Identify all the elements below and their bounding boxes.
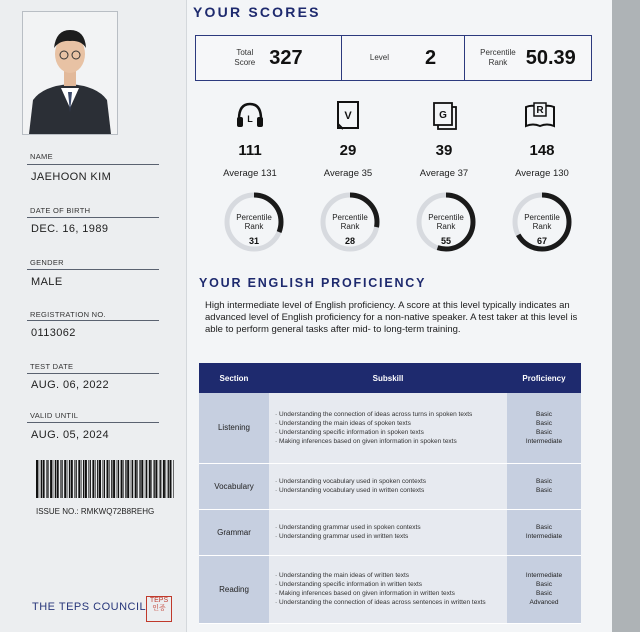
barcode-bar (47, 460, 48, 498)
barcode-bar (43, 460, 45, 498)
barcode-bar (85, 460, 87, 498)
barcode-bar (149, 460, 151, 498)
icon-glyph: R (536, 105, 544, 116)
test-date-label: TEST DATE (30, 362, 74, 371)
proficiency-level: Intermediate (525, 533, 563, 540)
listening-average: Average 131 (223, 168, 277, 179)
proficiency-list (507, 393, 581, 463)
barcode-bar (131, 460, 132, 498)
subskill-item: · Understanding the main ideas of spoken texts (275, 419, 411, 427)
barcode-bar (41, 460, 42, 498)
barcode-bar (81, 460, 82, 498)
candidate-panel (0, 0, 187, 632)
ring-label: Percentile Rank (332, 213, 368, 231)
percentile-label: Percentile Rank (480, 48, 516, 67)
total-score-cell (196, 36, 342, 80)
barcode-bar (137, 460, 138, 498)
barcode-bar (132, 460, 133, 498)
divider (27, 320, 159, 321)
score-summary-box (195, 35, 592, 81)
grammar-score: 39 (435, 142, 453, 159)
candidate-name: JAEHOON KIM (31, 171, 112, 183)
ring-label: Percentile Rank (524, 213, 560, 231)
subskill-list (269, 555, 507, 623)
barcode-bar (160, 460, 161, 498)
proficiency-level: Basic (536, 478, 552, 485)
listening-percentile: 31 (248, 236, 259, 246)
barcode-bar (55, 460, 56, 498)
table-header-row (199, 363, 581, 393)
barcode-bar (121, 460, 123, 498)
vocabulary-percentile: 28 (344, 236, 355, 246)
barcode-bar (141, 460, 143, 498)
barcode-bar (95, 460, 96, 498)
date-of-birth: DEC. 16, 1989 (31, 223, 109, 235)
subskill-item: · Understanding the connection of ideas across turns in spoken texts (275, 410, 473, 418)
council-logo-text: THE TEPS COUNCIL (32, 601, 147, 613)
barcode-bar (39, 460, 40, 498)
total-score-value: 327 (269, 46, 303, 69)
barcode-bar (117, 460, 118, 498)
barcode-bar (139, 460, 140, 498)
table-row (199, 393, 581, 463)
subskill-list (269, 463, 507, 509)
barcode-bar (99, 460, 101, 498)
section-name: Vocabulary (199, 463, 269, 509)
subskill-item: · Understanding vocabulary used in written contexts (275, 487, 425, 494)
barcode-bar (170, 460, 172, 498)
level-cell (342, 36, 465, 80)
proficiency-list (507, 509, 581, 555)
proficiency-level: Advanced (529, 599, 559, 606)
barcode-bar (173, 460, 174, 498)
test-date: AUG. 06, 2022 (31, 379, 109, 391)
name-label: NAME (30, 152, 53, 161)
barcode-bar (154, 460, 155, 498)
subskill-item: · Understanding grammar used in spoken contexts (275, 524, 421, 531)
barcode-bar (125, 460, 126, 498)
monitor-edge (612, 0, 640, 632)
vocabulary-score: 29 (339, 142, 357, 159)
open-book-icon (524, 99, 556, 131)
divider (27, 217, 159, 218)
proficiency-level: Basic (536, 419, 552, 427)
barcode-bar (168, 460, 169, 498)
barcode-bar (155, 460, 157, 498)
proficiency-level: Basic (536, 428, 552, 436)
dob-label: DATE OF BIRTH (30, 206, 91, 215)
section-name: Listening (199, 393, 269, 463)
barcode-bar (127, 460, 129, 498)
ring-label: Percentile Rank (236, 213, 272, 231)
valid-until-label: VALID UNTIL (30, 411, 79, 420)
proficiency-list (507, 555, 581, 623)
barcode-bar (145, 460, 146, 498)
barcode-bar (111, 460, 112, 498)
reading-score: 148 (529, 142, 555, 159)
section-name: Reading (199, 555, 269, 623)
subskill-item: · Understanding specific information in spoken texts (275, 428, 424, 436)
barcode-bar (146, 460, 147, 498)
issue-number: ISSUE NO.: RMKWQ72B8REHG (36, 507, 155, 516)
table-row (199, 463, 581, 509)
reading-percentile: 67 (536, 236, 547, 246)
divider (27, 422, 159, 423)
subskill-item: · Understanding the connection of ideas across sentences in written texts (275, 599, 486, 606)
percentile-value: 50.39 (525, 46, 576, 69)
barcode-bar (92, 460, 94, 498)
registration-number: 0113062 (31, 327, 76, 339)
divider (27, 164, 159, 165)
barcode-bar (57, 460, 59, 498)
proficiency-level: Intermediate (525, 437, 563, 445)
subskill-item: · Understanding specific information in written texts (275, 581, 423, 588)
registration-label: REGISTRATION NO. (30, 310, 106, 319)
subskill-list (269, 509, 507, 555)
icon-glyph: G (439, 110, 447, 121)
total-score-label: Total Score (234, 48, 256, 67)
proficiency-level: Basic (536, 581, 552, 588)
grammar-pages-icon (428, 99, 460, 131)
barcode-bar (103, 460, 104, 498)
barcode-bar (60, 460, 61, 498)
barcode-bar (78, 460, 80, 498)
barcode-bar (109, 460, 110, 498)
barcode-bar (71, 460, 73, 498)
table-row (199, 555, 581, 623)
barcode-bar (67, 460, 68, 498)
listening-score: 111 (238, 142, 262, 159)
ring-label: Percentile Rank (428, 213, 464, 231)
barcode-bar (74, 460, 75, 498)
column-header-section: Section (199, 363, 269, 393)
subskill-item: · Making inferences based on given information in written texts (275, 590, 455, 597)
proficiency-heading: YOUR ENGLISH PROFICIENCY (199, 276, 427, 290)
barcode-bar (163, 460, 165, 498)
vocabulary-average: Average 35 (323, 168, 373, 179)
barcode-bar (53, 460, 54, 498)
barcode-bar (88, 460, 89, 498)
headphones-icon (234, 99, 266, 131)
icon-glyph: V (344, 110, 352, 122)
level-label: Level (369, 53, 389, 62)
barcode-image (36, 460, 176, 498)
gender-value: MALE (31, 276, 63, 288)
valid-until-date: AUG. 05, 2024 (31, 429, 109, 441)
subskill-item: · Understanding the main ideas of written texts (275, 572, 410, 579)
proficiency-level: Intermediate (525, 572, 563, 579)
barcode-bar (166, 460, 167, 498)
barcode-bar (97, 460, 98, 498)
grammar-average: Average 37 (419, 168, 469, 179)
proficiency-level: Basic (536, 487, 552, 494)
subskill-item: · Understanding vocabulary used in spoken contexts (275, 478, 427, 485)
subskill-item: · Understanding grammar used in written texts (275, 533, 409, 540)
column-header-subskill: Subskill (269, 363, 507, 393)
barcode-bar (76, 460, 77, 498)
reading-average: Average 130 (515, 168, 569, 179)
barcode-bar (123, 460, 124, 498)
barcode-bar (90, 460, 91, 498)
barcode-bar (135, 460, 137, 498)
subskill-item: · Making inferences based on given information in spoken texts (275, 437, 457, 445)
barcode-bar (159, 460, 160, 498)
proficiency-description: High intermediate level of English proficiency. A score at this level typically indicates an advanced level of English proficiency for a non-native speaker. A test taker at this level is able to perform general tasks after mid- to long-term training. (205, 300, 578, 335)
proficiency-level: Basic (536, 590, 552, 597)
barcode-bar (104, 460, 105, 498)
proficiency-level: Basic (536, 410, 552, 418)
gender-label: GENDER (30, 258, 64, 267)
section-name: Grammar (199, 509, 269, 555)
barcode-bar (50, 460, 52, 498)
divider (27, 373, 159, 374)
grammar-percentile: 55 (440, 236, 451, 246)
barcode-bar (46, 460, 47, 498)
barcode-bar (69, 460, 70, 498)
icon-glyph: L (247, 114, 253, 124)
barcode-bar (61, 460, 62, 498)
barcode-bar (83, 460, 84, 498)
barcode-bar (107, 460, 109, 498)
scores-heading: YOUR SCORES (193, 4, 321, 20)
divider (27, 269, 159, 270)
table-row (199, 509, 581, 555)
column-header-proficiency: Proficiency (507, 363, 581, 393)
subskill-list (269, 393, 507, 463)
barcode-bar (151, 460, 152, 498)
subskill-table (199, 363, 581, 624)
proficiency-list (507, 463, 581, 509)
barcode-bar (113, 460, 115, 498)
vocabulary-card-icon (332, 99, 364, 131)
official-seal-icon: TEPS 인증 (146, 596, 172, 622)
barcode-bar (118, 460, 119, 498)
proficiency-level: Basic (536, 524, 552, 531)
barcode-bar (36, 460, 38, 498)
barcode-bar (64, 460, 66, 498)
level-value: 2 (425, 46, 437, 69)
percentile-cell (465, 36, 591, 80)
candidate-photo (22, 11, 118, 135)
